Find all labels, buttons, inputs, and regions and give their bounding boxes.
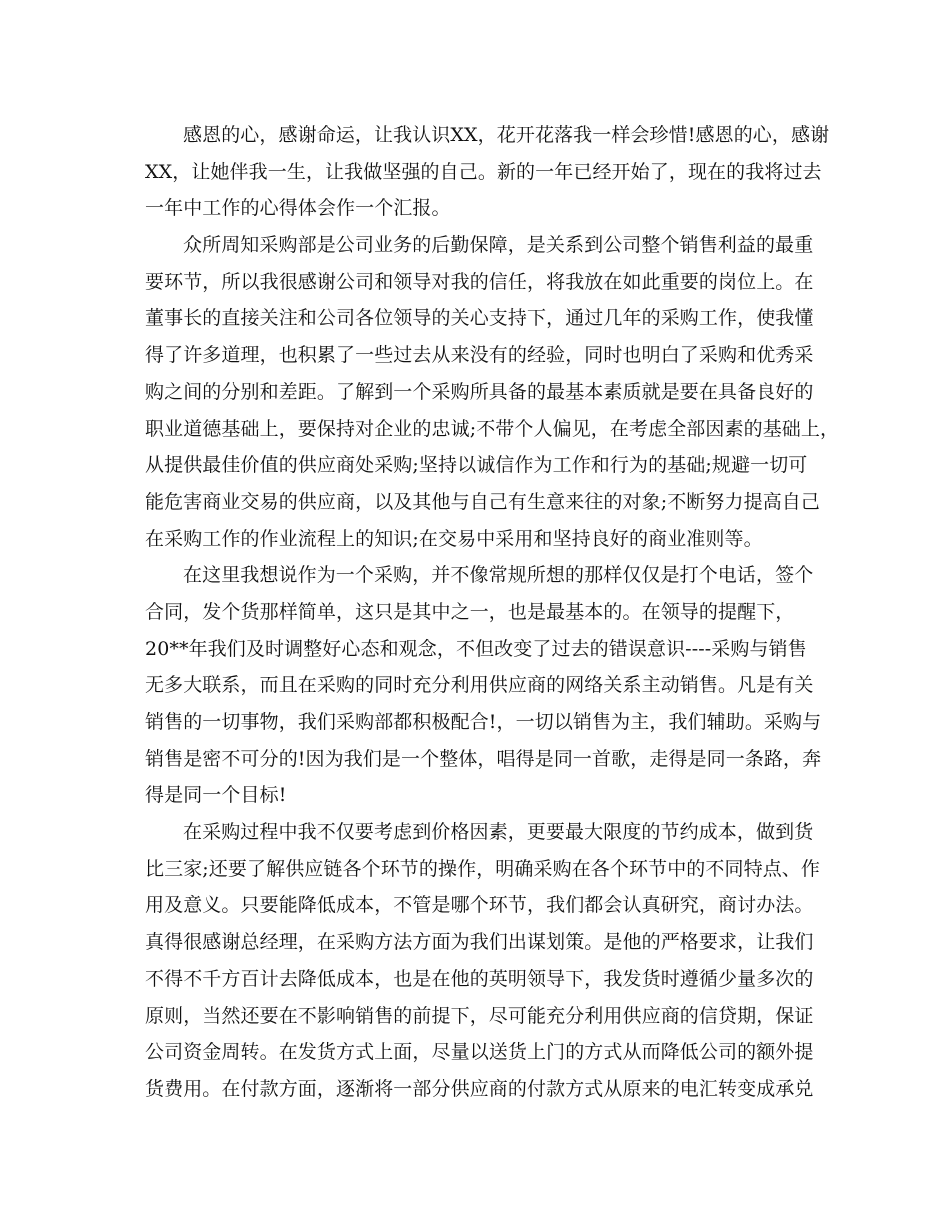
paragraph-line: 职业道德基础上，要保持对企业的忠诚;不带个人偏见，在考虑全部因素的基础上，: [145, 417, 840, 440]
paragraph-line: 用及意义。只要能降低成本，不管是哪个环节，我们都会认真研究，商讨办法。: [145, 894, 814, 917]
document-body: [145, 117, 840, 1108]
paragraph-line: 能危害商业交易的供应商，以及其他与自己有生意来往的对象;不断努力提高自己: [145, 490, 821, 513]
paragraph-line: 感恩的心，感谢命运，让我认识XX，花开花落我一样会珍惜!感恩的心，感谢: [183, 124, 830, 146]
paragraph-line: 销售是密不可分的!因为我们是一个整体，唱得是同一首歌，走得是同一条路，奔: [145, 747, 822, 770]
paragraph-line: 不得不千方百计去降低成本，也是在他的英明领导下，我发货时遵循少量多次的: [145, 967, 814, 990]
paragraph-line: 20**年我们及时调整好心态和观念，不但改变了过去的错误意识----采购与销售: [145, 637, 807, 660]
paragraph-line: 在这里我想说作为一个采购，并不像常规所想的那样仅仅是打个电话，签个: [183, 564, 814, 587]
paragraph-line: 董事长的直接关注和公司各位领导的关心支持下，通过几年的采购工作，使我懂: [145, 307, 814, 330]
paragraph-line: 一年中工作的心得体会作一个汇报。: [145, 197, 451, 220]
paragraph-line: 无多大联系，而且在采购的同时充分利用供应商的网络关系主动销售。凡是有关: [145, 674, 814, 697]
paragraph-line: 购之间的分别和差距。了解到一个采购所具备的最基本素质就是要在具备良好的: [145, 380, 814, 403]
paragraph-line: 在采购过程中我不仅要考虑到价格因素，更要最大限度的节约成本，做到货: [183, 821, 814, 844]
paragraph-line: 货费用。在付款方面，逐渐将一部分供应商的付款方式从原来的电汇转变成承兑: [145, 1077, 814, 1100]
paragraph-line: 合同，发个货那样简单，这只是其中之一，也是最基本的。在领导的提醒下，: [145, 600, 795, 623]
paragraph-line: 原则，当然还要在不影响销售的前提下，尽可能充分利用供应商的信贷期，保证: [145, 1004, 814, 1027]
paragraph-line: 得是同一个目标!: [145, 784, 287, 807]
paragraph-line: 在采购工作的作业流程上的知识;在交易中采用和坚持良好的商业准则等。: [145, 527, 763, 550]
paragraph-line: 从提供最佳价值的供应商处采购;坚持以诚信作为工作和行为的基础;规避一切可: [145, 454, 808, 477]
paragraph-line: 真得很感谢总经理，在采购方法方面为我们出谋划策。是他的严格要求，让我们: [145, 931, 814, 954]
paragraph-line: 要环节，所以我很感谢公司和领导对我的信任，将我放在如此重要的岗位上。在: [145, 270, 814, 293]
paragraph-line: 比三家;还要了解供应链各个环节的操作，明确采购在各个环节中的不同特点、作: [145, 857, 821, 880]
paragraph-line: 得了许多道理，也积累了一些过去从来没有的经验，同时也明白了采购和优秀采: [145, 344, 814, 367]
paragraph-line: 众所周知采购部是公司业务的后勤保障，是关系到公司整个销售利益的最重: [183, 234, 814, 257]
paragraph-line: XX，让她伴我一生，让我做坚强的自己。新的一年已经开始了，现在的我将过去: [145, 160, 822, 183]
paragraph-line: 公司资金周转。在发货方式上面，尽量以送货上门的方式从而降低公司的额外提: [145, 1041, 814, 1064]
paragraph-line: 销售的一切事物，我们采购部都积极配合!，一切以销售为主，我们辅助。采购与: [145, 711, 822, 733]
